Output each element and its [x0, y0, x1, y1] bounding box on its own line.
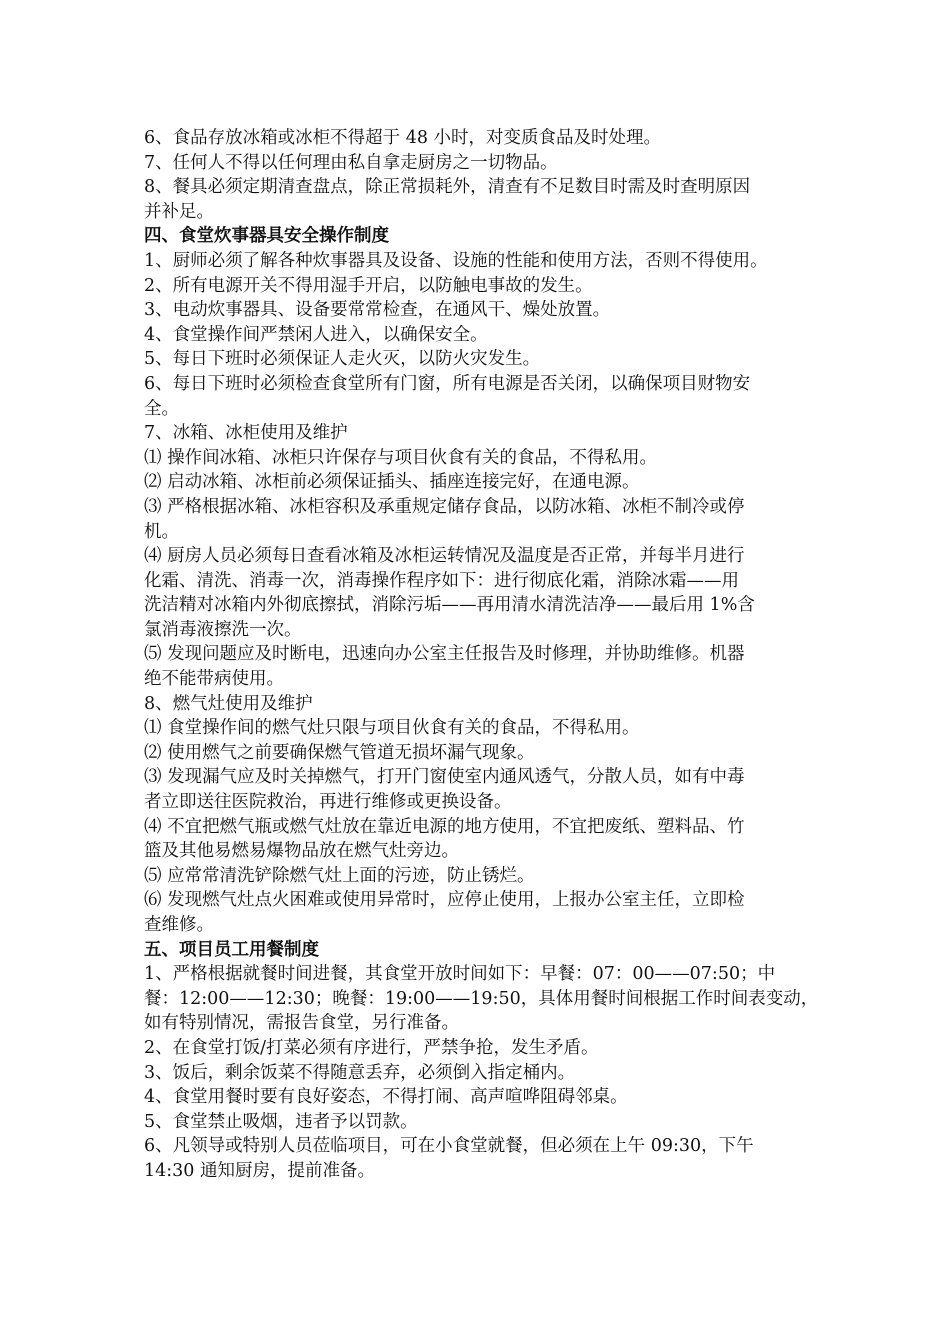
text-line: 3、饭后，剩余饭菜不得随意丢弃，必须倒入指定桶内。: [144, 1062, 576, 1083]
text-line: 查维修。: [144, 915, 214, 935]
text-line: 1、严格根据就餐时间进餐，其食堂开放时间如下：早餐：07：00——07:50；中: [144, 964, 776, 985]
document-body: [144, 126, 824, 1184]
text-line: ⑸ 应常常清洗铲除燃气灶上面的污迹，防止锈烂。: [144, 865, 535, 886]
text-line: 6、凡领导或特别人员莅临项目，可在小食堂就餐，但必须在上午 09:30，下午: [144, 1136, 754, 1157]
text-line: 如有特别情况，需报告食堂，另行准备。: [144, 1013, 459, 1034]
text-line: 洗洁精对冰箱内外彻底擦拭，消除污垢——再用清水清洗洁净——最后用 1%含: [144, 595, 755, 616]
text-line: 4、食堂操作间严禁闲人进入，以确保安全。: [144, 324, 488, 345]
text-line: ⑸ 发现问题应及时断电，迅速向办公室主任报告及时修理，并协助维修。机器: [144, 644, 745, 665]
text-line: ⑷ 不宜把燃气瓶或燃气灶放在靠近电源的地方使用，不宜把废纸、塑料品、竹: [144, 816, 745, 837]
text-line: 8、燃气灶使用及维护: [144, 693, 313, 714]
text-line: ⑹ 发现燃气灶点火困难或使用异常时，应停止使用，上报办公室主任，立即检: [144, 890, 745, 911]
text-line: ⑶ 严格根据冰箱、冰柜容积及承重规定储存食品，以防冰箱、冰柜不制冷或停: [144, 496, 745, 517]
text-line: 机。: [144, 521, 179, 542]
text-line: ⑶ 发现漏气应及时关掉燃气，打开门窗使室内通风透气，分散人员，如有中毒: [144, 767, 745, 788]
text-line: 氯消毒液擦洗一次。: [144, 619, 302, 640]
text-line: 7、冰箱、冰柜使用及维护: [144, 423, 348, 444]
text-line: 全。: [144, 398, 179, 419]
text-line: 2、所有电源开关不得用湿手开启，以防触电事故的发生。: [144, 275, 593, 296]
text-line: 篮及其他易燃易爆物品放在燃气灶旁边。: [144, 841, 459, 862]
text-line: 6、每日下班时必须检查食堂所有门窗，所有电源是否关闭，以确保项目财物安: [144, 373, 751, 394]
text-line: 6、食品存放冰箱或冰柜不得超于 48 小时，对变质食品及时处理。: [144, 128, 662, 148]
text-line: 8、餐具必须定期清查盘点，除正常损耗外，清查有不足数目时需及时查明原因: [144, 177, 751, 198]
text-line: 4、食堂用餐时要有良好姿态，不得打闹、高声喧哗阻碍邻桌。: [144, 1087, 628, 1108]
text-line: ⑴ 操作间冰箱、冰柜只许保存与项目伙食有关的食品，不得私用。: [144, 447, 658, 468]
text-line: ⑴ 食堂操作间的燃气灶只限与项目伙食有关的食品，不得私用。: [144, 718, 640, 739]
text-line: 餐：12:00——12:30；晚餐：19:00——19:50，具体用餐时间根据工作时间表变动，: [144, 988, 819, 1009]
section-heading: 四、食堂炊事器具安全操作制度: [144, 226, 389, 247]
text-line: ⑷ 厨房人员必须每日查看冰箱及冰柜运转情况及温度是否正常，并每半月进行: [144, 546, 745, 567]
text-line: 并补足。: [144, 201, 214, 222]
text-line: 2、在食堂打饭/打菜必须有序进行，严禁争抢，发生矛盾。: [144, 1037, 599, 1058]
text-line: 7、任何人不得以任何理由私自拿走厨房之一切物品。: [144, 152, 558, 173]
text-line: 14:30 通知厨房，提前准备。: [144, 1160, 375, 1181]
text-line: ⑵ 使用燃气之前要确保燃气管道无损坏漏气现象。: [144, 742, 535, 763]
text-line: 化霜、清洗、消毒一次，消毒操作程序如下：进行彻底化霜，消除冰霜——用: [144, 570, 739, 591]
text-line: 绝不能带病使用。: [144, 669, 284, 690]
text-line: 5、每日下班时必须保证人走火灭，以防火灾发生。: [144, 349, 541, 370]
text-line: ⑵ 启动冰箱、冰柜前必须保证插头、插座连接完好，在通电源。: [144, 472, 640, 493]
text-line: 5、食堂禁止吸烟，违者予以罚款。: [144, 1111, 418, 1132]
text-line: 1、厨师必须了解各种炊事器具及设备、设施的性能和使用方法，否则不得使用。: [144, 250, 768, 271]
text-line: 3、电动炊事器具、设备要常常检查，在通风干、燥处放置。: [144, 300, 611, 321]
text-line: 者立即送往医院救治，再进行维修或更换设备。: [144, 792, 512, 813]
section-heading: 五、项目员工用餐制度: [144, 939, 319, 960]
